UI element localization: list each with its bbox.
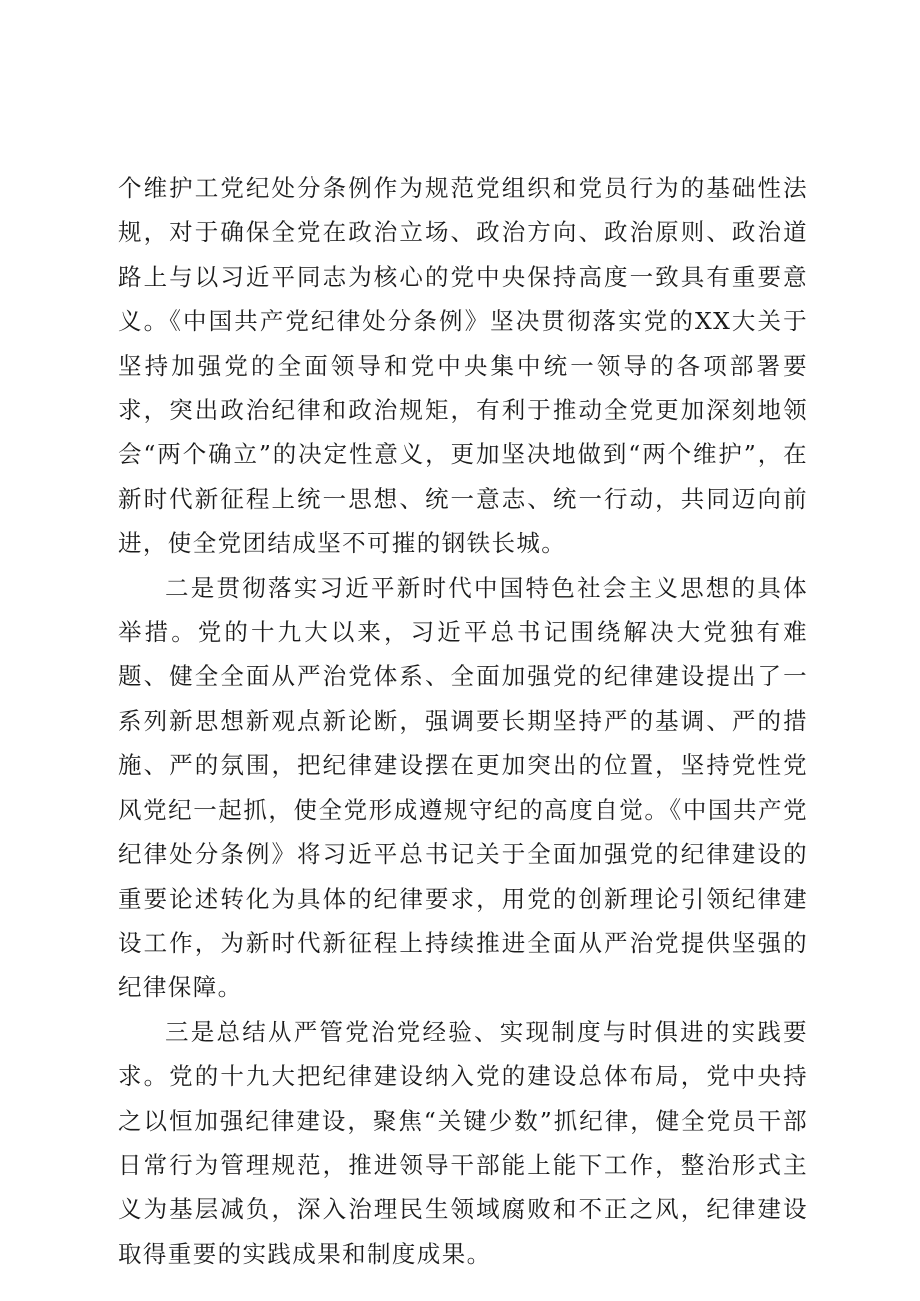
paragraph-continuation: 个维护工党纪处分条例作为规范党组织和党员行为的基础性法规，对于确保全党在政治立场、政治方向、政治原则、政治道路上与以习近平同志为核心的党中央保持高度一致具有重要意义。《中国共产党纪律处分条例》坚决贯彻落实党的XX大关于坚持加强党的全面领导和党中央集中统一领导的各项部署要求，突出政治纪律和政治规矩，有利于推动全党更加深刻地领会“两个确立”的决定性意义，更加坚决地做到“两个维护”，在新时代新征程上统一思想、统一意志、统一行动，共同迈向前进，使全党团结成坚不可摧的钢铁长城。 bbox=[118, 174, 808, 558]
document-body bbox=[118, 166, 808, 1276]
paragraph-point-three: 三是总结从严管党治党经验、实现制度与时俱进的实践要求。党的十九大把纪律建设纳入党的建设总体布局，党中央持之以恒加强纪律建设，聚焦“关键少数”抓纪律，健全党员干部日常行为管理规范，推进领导干部能上能下工作，整治形式主义为基层减负，深入治理民生领域腐败和不正之风，纪律建设取得重要的实践成果和制度成果。 bbox=[118, 1017, 808, 1268]
paragraph-point-two: 二是贯彻落实习近平新时代中国特色社会主义思想的具体举措。党的十九大以来，习近平总书记围绕解决大党独有难题、健全全面从严治党体系、全面加强党的纪律建设提出了一系列新思想新观点新论断，强调要长期坚持严的基调、严的措施、严的氛围，把纪律建设摆在更加突出的位置，坚持党性党风党纪一起抓，使全党形成遵规守纪的高度自觉。《中国共产党纪律处分条例》将习近平总书记关于全面加强党的纪律建设的重要论述转化为具体的纪律要求，用党的创新理论引领纪律建设工作，为新时代新征程上持续推进全面从严治党提供坚强的纪律保障。 bbox=[118, 573, 808, 1002]
